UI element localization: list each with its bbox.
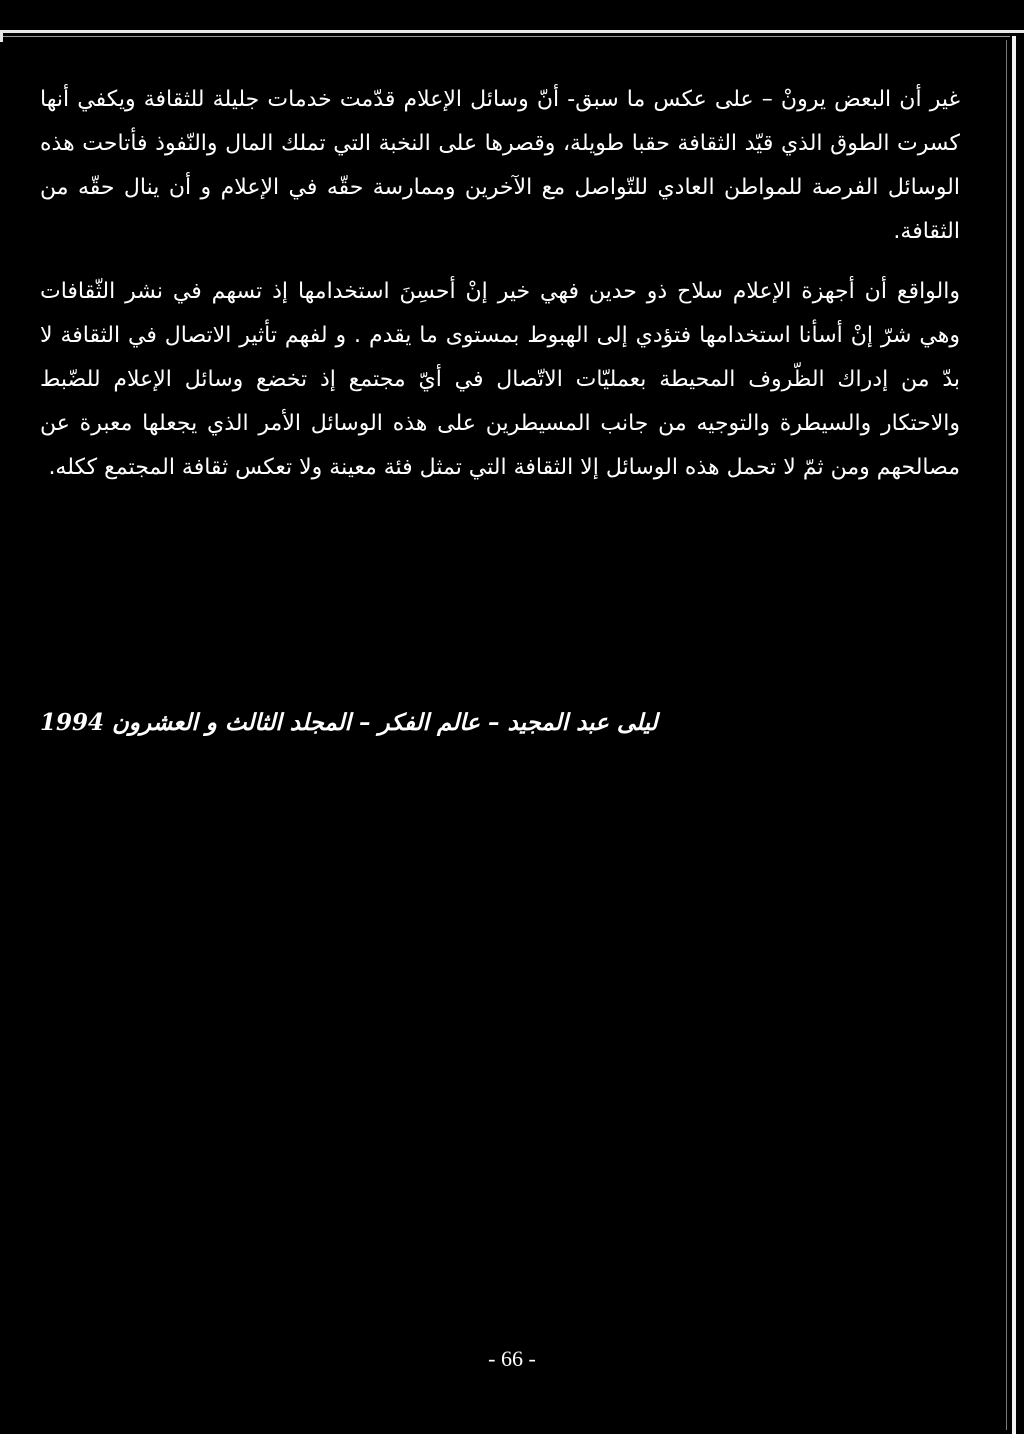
page-frame-top-inner-line (0, 36, 1010, 37)
page-number: - 66 - (488, 1346, 536, 1371)
source-citation: ليلى عبد المجيد – عالم الفكر – المجلد الثالث و العشرون 1994 (40, 709, 658, 736)
page-frame-left-corner (0, 30, 3, 42)
paragraph-2: والواقع أن أجهزة الإعلام سلاح ذو حدين فهي خير إنْ أحسِنَ استخدامها إذ تسهم في نشر الثّقافات وهي شرّ إنْ أسأنا استخدامها فتؤدي إلى الهبوط بمستوى ما يقدم . و لفهم تأثير الاتصال في الثقافة لا بدّ من إدراك الظّروف المحيطة بعمليّات الاتّصال في أيّ مجتمع إذ تخضع وسائل الإعلام للضّبط والاحتكار والسيطرة والتوجيه من جانب المسيطرين على هذه الوسائل الأمر الذي يجعلها معبرة عن مصالحهم ومن ثمّ لا تحمل هذه الوسائل إلا الثقافة التي تمثل فئة معينة ولا تعكس ثقافة المجتمع ككله. (40, 279, 960, 480)
page-frame-right-inner-line (1006, 40, 1007, 1430)
paragraph-1: غير أن البعض يرونْ – على عكس ما سبق- أنّ وسائل الإعلام قدّمت خدمات جليلة للثقافة ويكفي أنها كسرت الطوق الذي قيّد الثقافة حقبا طويلة، وقصرها على النخبة التي تملك المال والنّفوذ فأتاحت هذه الوسائل الفرصة للمواطن العادي للتّواصل مع الآخرين وممارسة حقّه في الإعلام و أن ينال حقّه من الثقافة. (40, 87, 960, 244)
page-frame-right-border (1012, 36, 1016, 1434)
page-frame-top-border (0, 30, 1024, 33)
document-body (40, 78, 960, 490)
